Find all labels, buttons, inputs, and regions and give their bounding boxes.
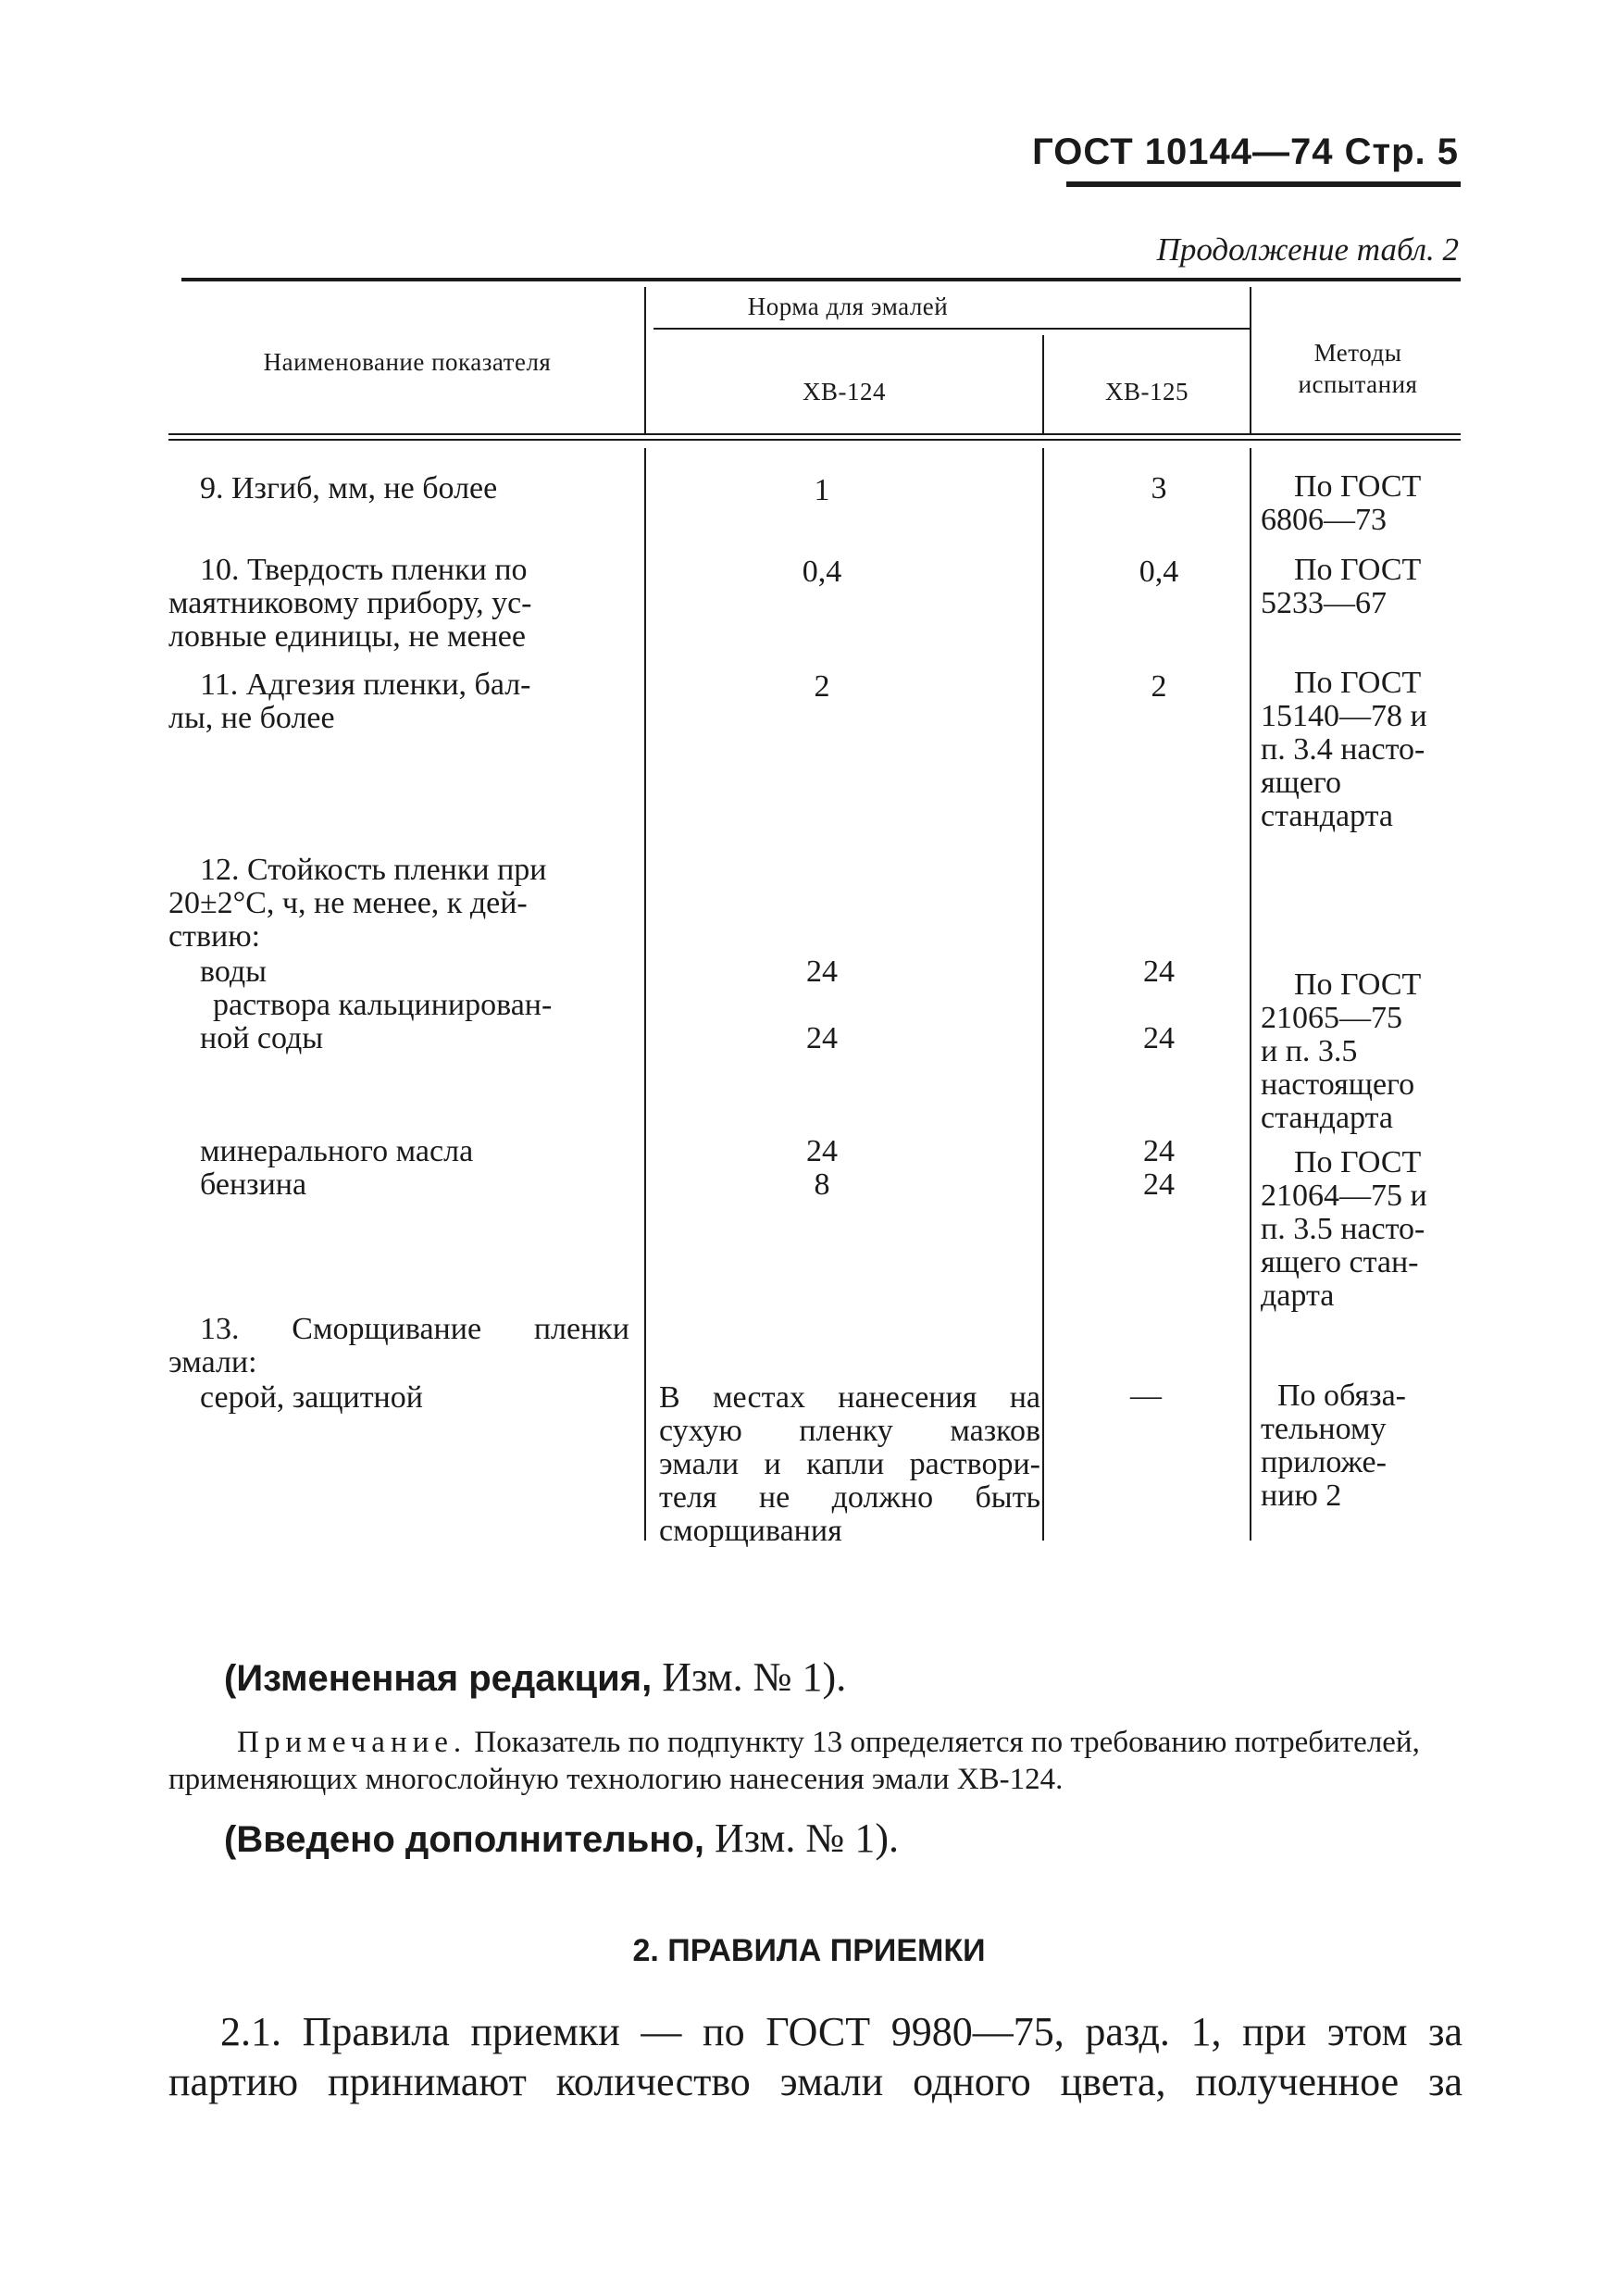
section-title: 2. ПРАВИЛА ПРИЕМКИ [632, 1933, 986, 1968]
table-cell-method: По ГОСТ 15140—78 и п. 3.4 насто- ящего стандарта [1261, 666, 1427, 833]
table-cell-xb125: 24 [1143, 955, 1175, 989]
table-cell-xb124: 2 [814, 669, 830, 704]
table-row-name: раствора кальцинирован- ной соды [200, 988, 553, 1055]
column-divider [1250, 287, 1251, 433]
paragraph-line: партию принимают количество эмали одного цвета, полученное за [168, 2059, 1462, 2104]
table-cell-method: По ГОСТ 5233—67 [1261, 553, 1422, 620]
table-cell-xb125: 0,4 [1139, 555, 1179, 589]
amendment-note: (Измененная редакция, Изм. № 1). [224, 1654, 847, 1700]
table-cell-method: По ГОСТ 21065—75 и п. 3.5 настоящего стандарта [1261, 967, 1422, 1135]
header-bottom-rule-2 [168, 439, 1461, 441]
table-row-name: 9. Изгиб, мм, не более [200, 471, 498, 505]
table-top-rule [181, 278, 1461, 281]
table-row-name: 10. Твердость пленки по маятниковому прибору, ус- ловные единицы, не менее [168, 553, 532, 654]
amendment-note: (Введено дополнительно, Изм. № 1). [224, 1816, 899, 1861]
norm-group-rule [653, 328, 1250, 330]
column-divider [1042, 448, 1044, 1541]
column-header-xb124: ХВ-124 [803, 378, 886, 406]
table-row-name: серой, защитной [200, 1380, 423, 1415]
table-continuation-label: Продолжение табл. 2 [1156, 231, 1459, 268]
column-header-methods: Методы испытания [1298, 339, 1418, 398]
column-divider [644, 287, 646, 433]
column-header-norm-group: Норма для эмалей [747, 293, 949, 320]
column-header-xb125: ХВ-125 [1105, 378, 1189, 406]
table-cell-xb125: — [1130, 1379, 1162, 1413]
table-cell-method: По ГОСТ 6806—73 [1261, 469, 1422, 537]
column-header-name: Наименование показателя [263, 348, 552, 376]
note-label: Примечание. [237, 1726, 467, 1759]
column-divider [644, 448, 646, 1541]
table-note [168, 1724, 1462, 1798]
header-bottom-rule-1 [168, 433, 1461, 435]
page-header: ГОСТ 10144—74 Стр. 5 [1032, 131, 1459, 172]
column-divider [1250, 448, 1251, 1541]
table-row-name: 12. Стойкость пленки при 20±2°С, ч, не менее, к дей- ствию: [168, 853, 547, 954]
table-row-name: 11. Адгезия пленки, бал- лы, не более [168, 668, 531, 735]
table-row-name: 13. Сморщивание пленки эмали: [168, 1312, 629, 1379]
table-cell-xb124: 24 [806, 1021, 838, 1055]
table-cell-xb125: 24 24 [1143, 1134, 1175, 1202]
table-row-name: воды [200, 955, 267, 989]
table-cell-xb124: 0,4 [802, 555, 842, 589]
table-cell-method: По ГОСТ 21064—75 и п. 3.5 насто- ящего стан- дарта [1261, 1145, 1427, 1313]
table-cell-xb124: В местах нанесения на сухую пленку мазков эмали и капли раствори- теля не должно быть сморщивания [659, 1380, 1040, 1548]
table-cell-xb124: 1 [814, 473, 830, 507]
paragraph-line: 2.1. Правила приемки — по ГОСТ 9980—75, разд. 1, при этом за [220, 2009, 1462, 2054]
table-cell-xb125: 2 [1151, 669, 1167, 704]
table-cell-xb125: 3 [1151, 471, 1167, 505]
table-row-name: минерального масла бензина [200, 1134, 474, 1202]
header-rule [1066, 181, 1461, 187]
note-text: Показатель по подпункту 13 определяется по требованию потребителей, применяющих многослойную технологию нанесения эмали ХВ-124. [168, 1726, 1420, 1796]
table-cell-xb124: 24 [806, 955, 838, 989]
table-cell-xb125: 24 [1143, 1021, 1175, 1055]
table-cell-xb124: 24 8 [806, 1134, 838, 1202]
paragraph-2-1 [168, 2007, 1462, 2107]
table-cell-method: По обяза- тельному приложе- нию 2 [1261, 1379, 1406, 1513]
